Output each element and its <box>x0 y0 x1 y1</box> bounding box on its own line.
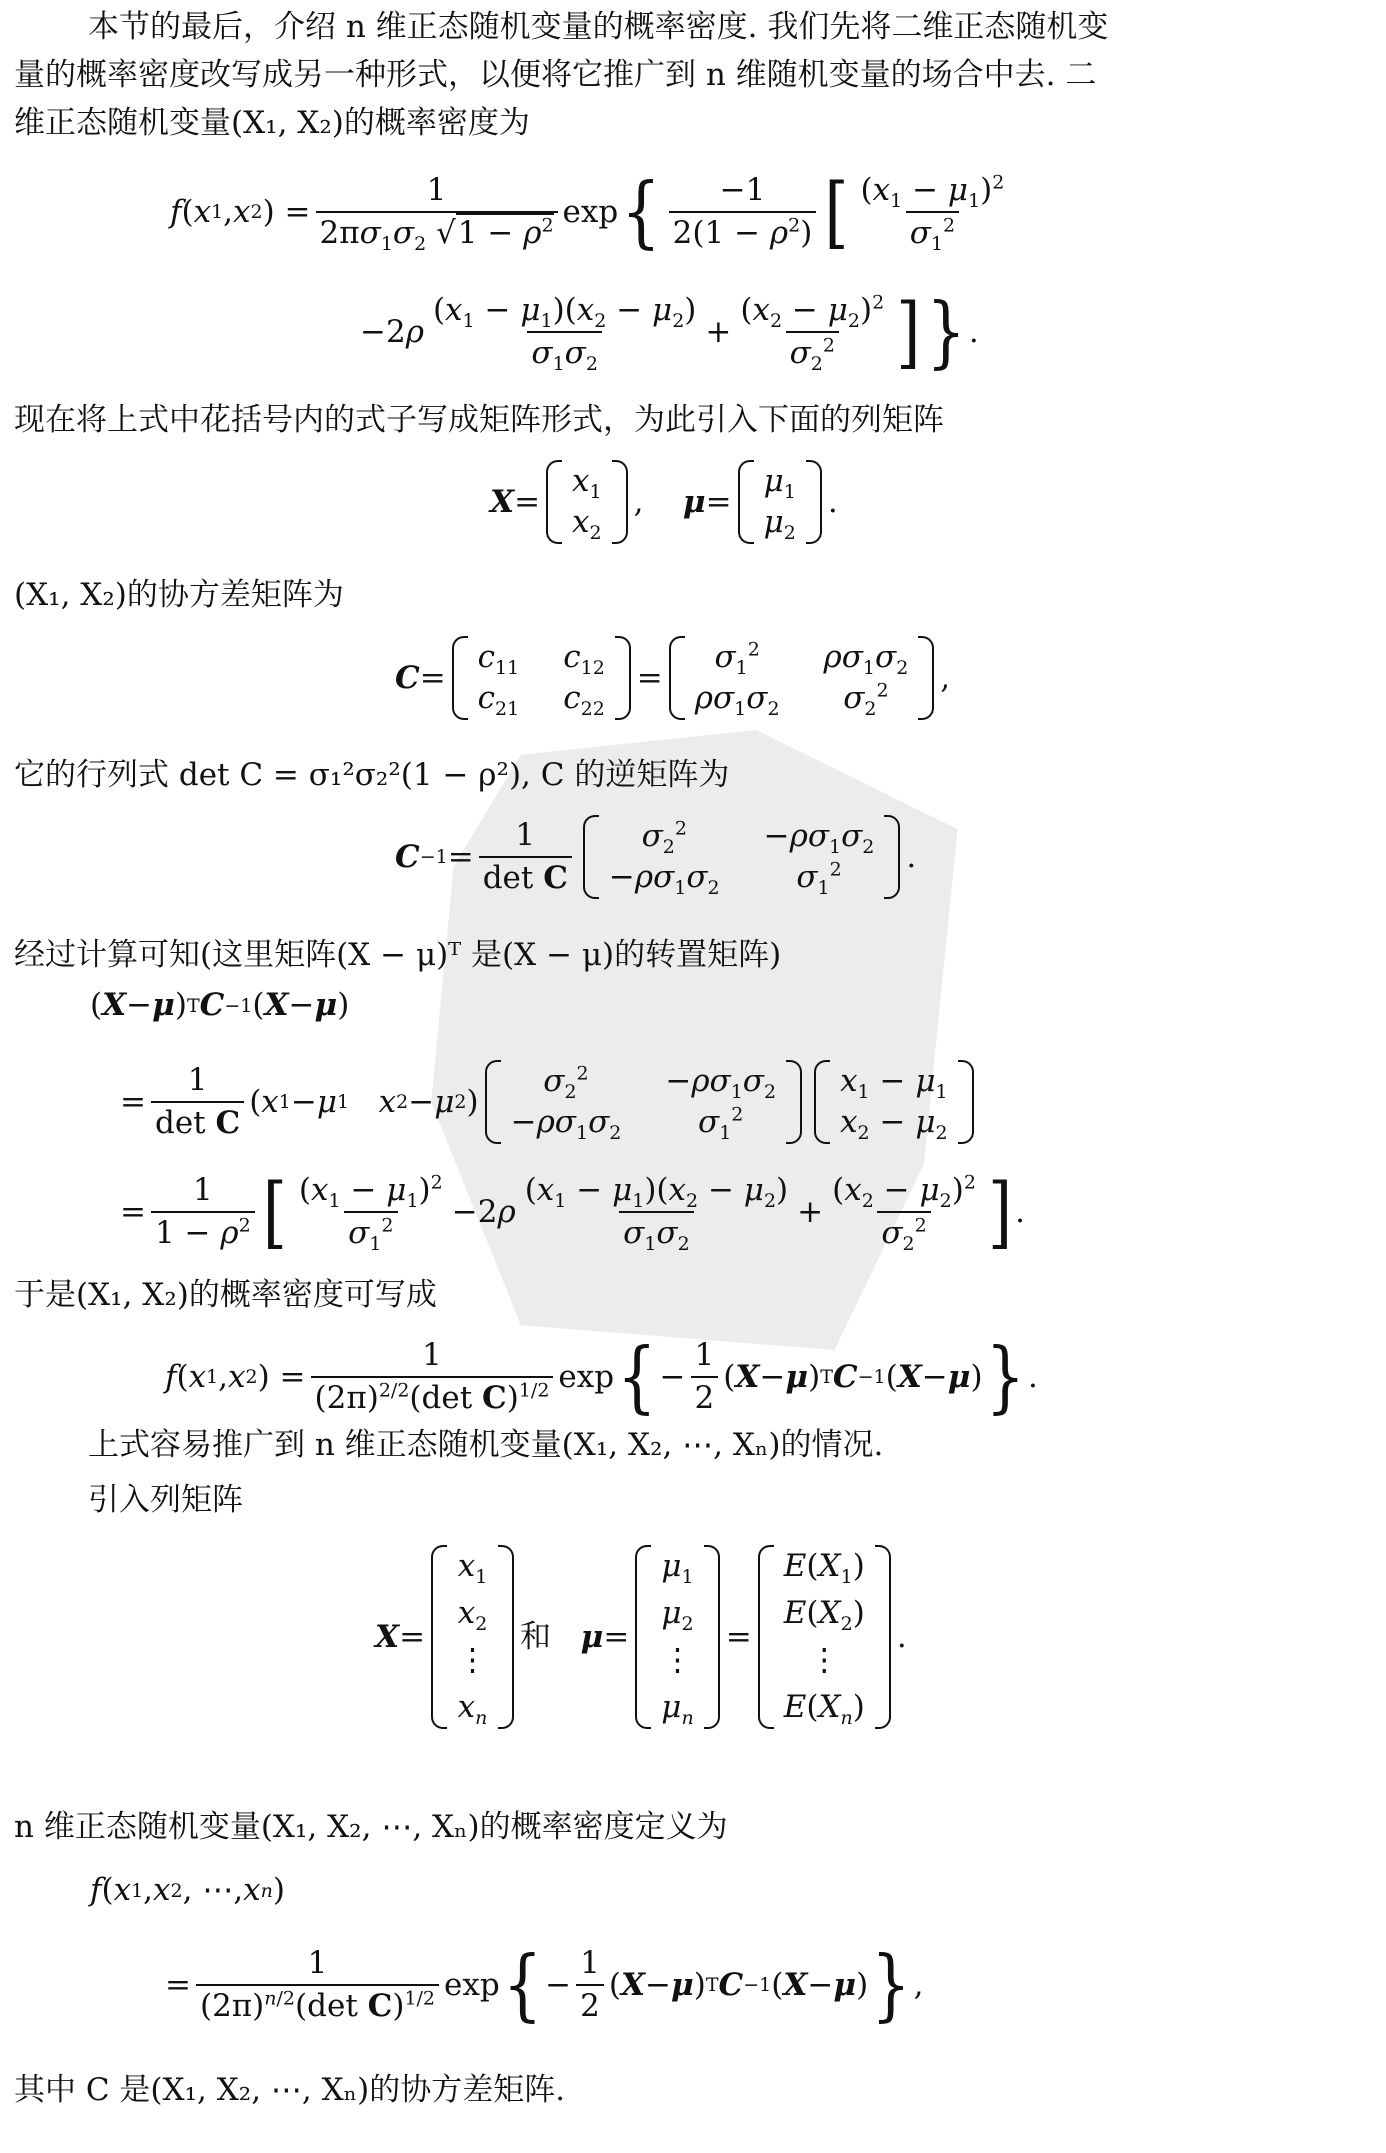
text-line: (X₁, X₂)的协方差矩阵为 <box>14 577 344 613</box>
equation-covariance-matrix: C = $c_{11}$ $c_{12}$ $c_{21}$ $c_{22}$ = $\sigma_1^2$ $\rho\sigma_1\sigma_2$ $\rho\sigma_1\sigma_2$ $\sigma_2^2$ , <box>395 636 950 720</box>
equation-quadratic-form-step2: = $\frac{1}{1 - \rho^2}$ [ $\frac{(x_1 - \mu_1)^2}{\sigma_1^2}$ −2 ρ $\frac{(x_1 - \mu_1)(x_2 - \mu_2)}{\sigma_1\sigma_2}$ + $\frac{(x_2 - \mu_2)^2}{\sigma_2^2}$ ] . <box>120 1165 1026 1257</box>
text-line: 其中 C 是(X₁, X₂, ⋯, Xₙ)的协方差矩阵. <box>14 2072 566 2108</box>
text-line: 上式容易推广到 n 维正态随机变量(X₁, X₂, ⋯, Xₙ)的情况. <box>88 1427 884 1463</box>
text-line: 引入列矩阵 <box>88 1482 243 1518</box>
text-line: 于是(X₁, X₂)的概率密度可写成 <box>14 1277 437 1313</box>
equation-quadratic-form: ( X − μ ) T C −1 ( X − μ ) <box>90 987 350 1023</box>
equation-bivariate-density-line1: f ( x 1 , x 2 ) = $\frac{1}{2\pi\sigma_1\sigma_2 √1 - \rho^2}$ exp { $\frac{-1}{2(1 - \rho^2)}$ [ $\frac{(x_1 - \mu_1)^2}{\sigma_1^2}$ <box>170 165 1005 257</box>
equation-bivariate-density-matrix-form: f ( x 1 , x 2 ) = $\frac{1}{(2\pi)^{2/2}(\det C)^{1/2}}$ exp { − $\frac{1}{2}$ ( X − μ ) T C −1 ( X − μ ) } . <box>165 1330 1038 1422</box>
text-line: 本节的最后，介绍 n 维正态随机变量的概率密度. 我们先将二维正态随机变 <box>88 9 1109 45</box>
equation-inverse-matrix: C −1 = $\frac{1}{\text{det C}}$ $\sigma_2^2$ $-\rho\sigma_1\sigma_2$ $-\rho\sigma_1\sigma_2$ $\sigma_1^2$ . <box>395 817 917 900</box>
equation-n-dim-density-rhs: = $\frac{1}{(2\pi)^{n/2}(\det C)^{1/2}}$ exp { − $\frac{1}{2}$ ( X − μ ) T C −1 ( X − μ ) } , <box>165 1938 924 2030</box>
text-line: 它的行列式 det C = σ₁²σ₂²(1 − ρ²), C 的逆矩阵为 <box>14 757 730 793</box>
equation-column-vectors: X = $x_1$ $x_2$ , μ = $\mu_1$ $\mu_2$ . <box>490 460 838 544</box>
text-line: n 维正态随机变量(X₁, X₂, ⋯, Xₙ)的概率密度定义为 <box>14 1809 728 1845</box>
text-line: 经过计算可知(这里矩阵(X − μ)ᵀ 是(X − μ)的转置矩阵) <box>14 937 782 973</box>
text-line: 现在将上式中花括号内的式子写成矩阵形式，为此引入下面的列矩阵 <box>14 402 944 438</box>
equation-n-dim-density-lhs: f ( x 1 , x 2 , ⋯, x n ) <box>90 1872 286 1908</box>
equation-n-dim-vectors: X = $x_1$ $x_2$ ⋮ $x_n$ 和 μ = $\mu_1$ $\mu_2$ ⋮ $\mu_n$ = $E(X_1)$ $E(X_2)$ ⋮ $E(X_n)$ . <box>375 1545 907 1729</box>
equation-quadratic-form-step1: = $\frac{1}{\text{det C}}$ ( x 1 − μ 1 x 2 − μ 2 ) $\sigma_2^2$ $-\rho\sigma_1\sigma_2$ $-\rho\sigma_1\sigma_2$ $\sigma_1^2$ $x_1 - \mu_1$ $x_2 - \mu_2$ <box>120 1060 980 1144</box>
text-line: 量的概率密度改写成另一种形式，以便将它推广到 n 维随机变量的场合中去. 二 <box>14 57 1097 93</box>
equation-bivariate-density-line2: −2 ρ $\frac{(x_1 - \mu_1)(x_2 - \mu_2)}{\sigma_1\sigma_2}$ + $\frac{(x_2 - \mu_2)^2}{\sigma_2^2}$ ] } . <box>360 285 979 377</box>
text-line: 维正态随机变量(X₁, X₂)的概率密度为 <box>14 105 530 141</box>
